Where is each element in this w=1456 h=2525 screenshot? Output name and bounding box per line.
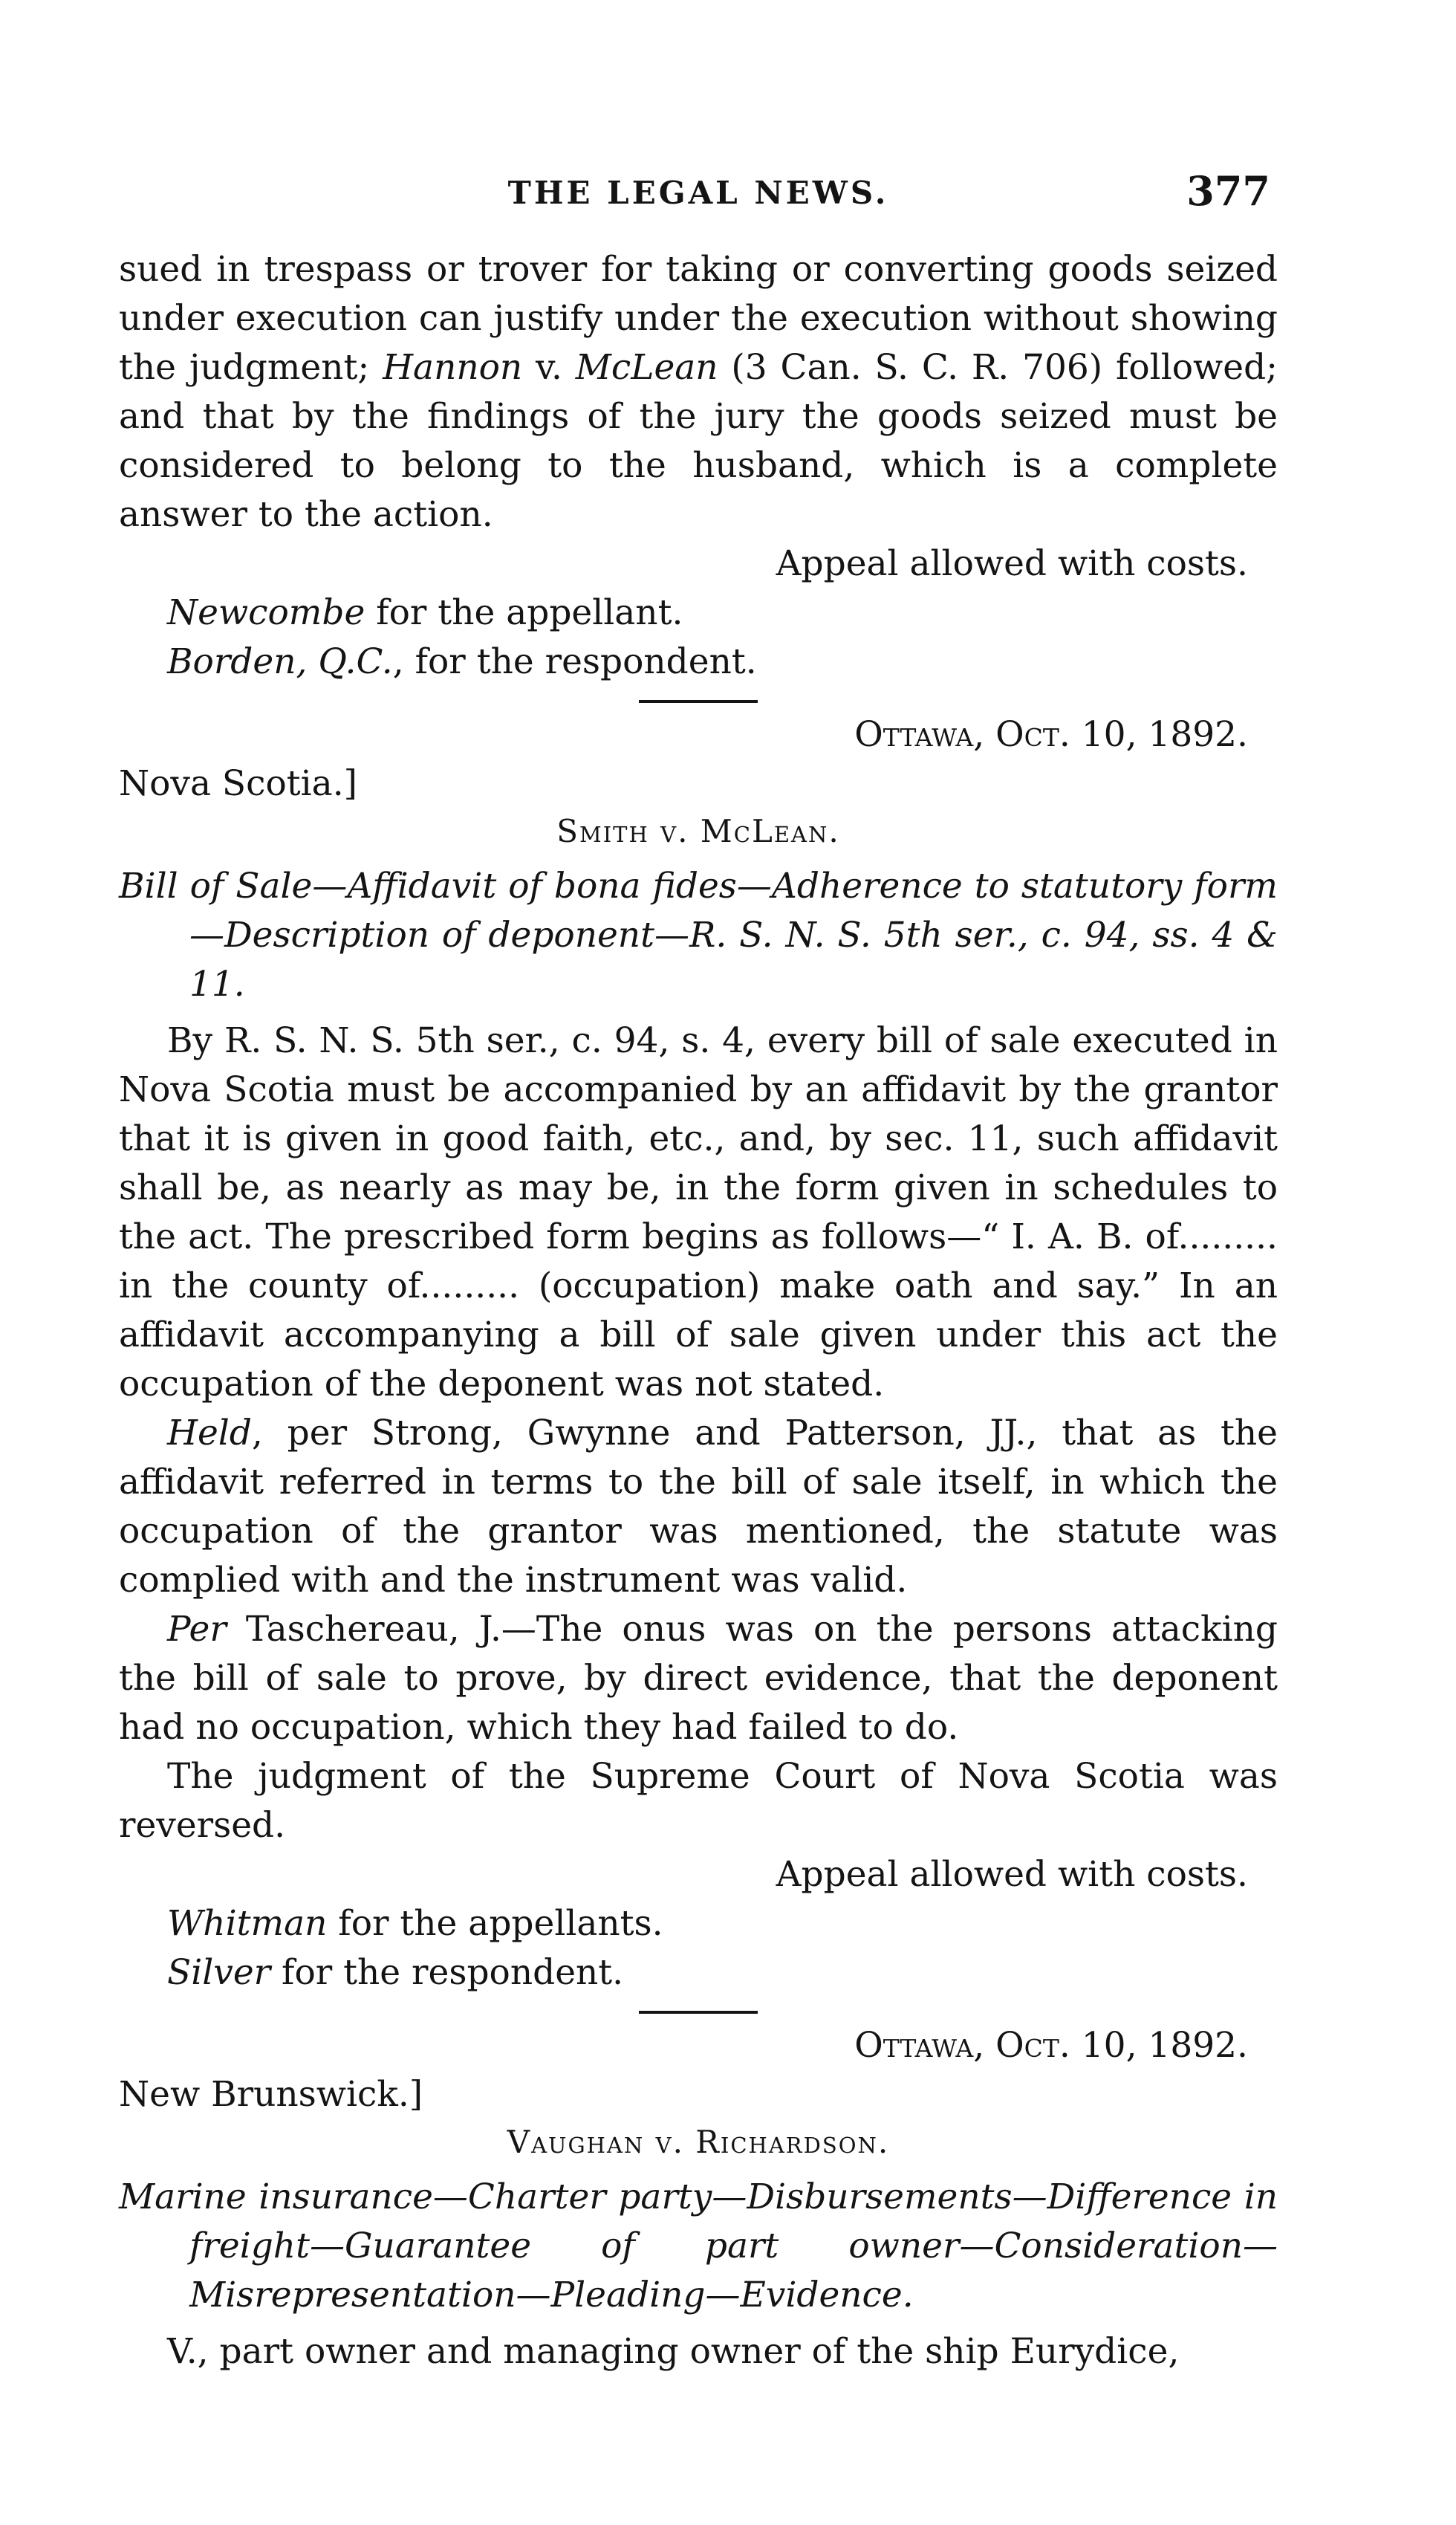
section-divider <box>639 700 758 703</box>
text-run: sued in trespass or trover for taking or converting goods seized under execution can justify under the execution without showing the judgment; <box>119 249 1278 388</box>
body-column <box>119 245 1278 2376</box>
section-divider <box>639 2011 758 2014</box>
case2-counsel-respondent <box>119 1948 1278 1997</box>
case2-paragraph-2 <box>119 1409 1278 1605</box>
text-run: , per Strong, Gwynne and Patterson, JJ., that as the affidavit referred in terms to the bill of sale itself, in which the occupation of the grantor was mentioned, the statute was complied with and the instrument was valid. <box>119 1413 1278 1601</box>
case2-paragraph-1: By R. S. N. S. 5th ser., c. 94, s. 4, every bill of sale executed in Nova Scotia must be accompanied by an affidavit by the grantor that it is given in good faith, etc., and, by sec. 11, such affidavit shall be, as nearly as may be, in the form given in schedules to the act. The prescribed form begins as follows—“ I. A. B. of......... in the county of......... (occupation) make oath and say.” In an affidavit accompanying a bill of sale given under this act the occupation of the deponent was not stated. <box>119 1020 1278 1404</box>
case2-province: Nova Scotia.] <box>119 763 357 804</box>
text-run: for the appellants. <box>327 1903 663 1944</box>
emphasis: Held <box>167 1413 252 1453</box>
case2-counsel-appellant <box>119 1899 1278 1948</box>
case1-result: Appeal allowed with costs. <box>776 543 1248 584</box>
page-header <box>119 167 1278 227</box>
case3-province: New Brunswick.] <box>119 2074 423 2115</box>
running-title: THE LEGAL NEWS. <box>507 175 889 211</box>
case2-paragraph-4: The judgment of the Supreme Court of Nova Scotia was reversed. <box>119 1756 1278 1846</box>
case1-counsel-respondent <box>119 638 1278 687</box>
text-run: (3 Can. S. C. R. 706) followed; and that by the findings of the jury the goods seized must be considered to belong to the husband, which is a complete answer to the action. <box>119 347 1278 535</box>
text-run: , for the respondent. <box>392 641 757 682</box>
counsel-name: Whitman <box>167 1903 328 1944</box>
counsel-name: Newcombe <box>167 592 365 633</box>
case3-dateline: Ottawa, Oct. 10, 1892. <box>854 2025 1248 2066</box>
case3-paragraph-1: V., part owner and managing owner of the ship Eurydice, <box>167 2331 1180 2372</box>
text-run: for the respondent. <box>270 1952 624 1993</box>
case1-closing-paragraph <box>119 245 1278 539</box>
spacer <box>119 2165 1278 2173</box>
spacer <box>119 2320 1278 2327</box>
counsel-name: Borden, Q.C. <box>167 641 393 682</box>
counsel-name: Silver <box>167 1952 271 1993</box>
text-run: for the appellant. <box>365 592 683 633</box>
case-name: Hannon <box>383 347 523 388</box>
page-number: 377 <box>1186 167 1270 215</box>
emphasis: Per <box>167 1609 227 1650</box>
text-run: v. <box>522 347 576 388</box>
case2-result: Appeal allowed with costs. <box>776 1854 1248 1895</box>
case3-title: Vaughan v. Richardson. <box>507 2124 890 2160</box>
case3-headnote: Marine insurance—Charter party—Disbursements—Difference in freight—Guarantee of part owner—Consideration—Misrepresentation—Pleading—Evidence. <box>119 2176 1278 2315</box>
text-run: Taschereau, J.—The onus was on the persons attacking the bill of sale to prove, by direct evidence, that the deponent had no occupation, which they had failed to do. <box>119 1609 1278 1748</box>
case2-dateline: Ottawa, Oct. 10, 1892. <box>854 714 1248 755</box>
spacer <box>119 1009 1278 1017</box>
case2-title: Smith v. McLean. <box>556 813 840 849</box>
case-name: McLean <box>575 347 718 388</box>
spacer <box>119 855 1278 862</box>
case1-counsel-appellant <box>119 589 1278 638</box>
case2-paragraph-3 <box>119 1605 1278 1752</box>
case2-headnote: Bill of Sale—Affidavit of bona fides—Adherence to statutory form—Description of deponent—R. S. N. S. 5th ser., c. 94, ss. 4 & 11. <box>119 866 1278 1005</box>
